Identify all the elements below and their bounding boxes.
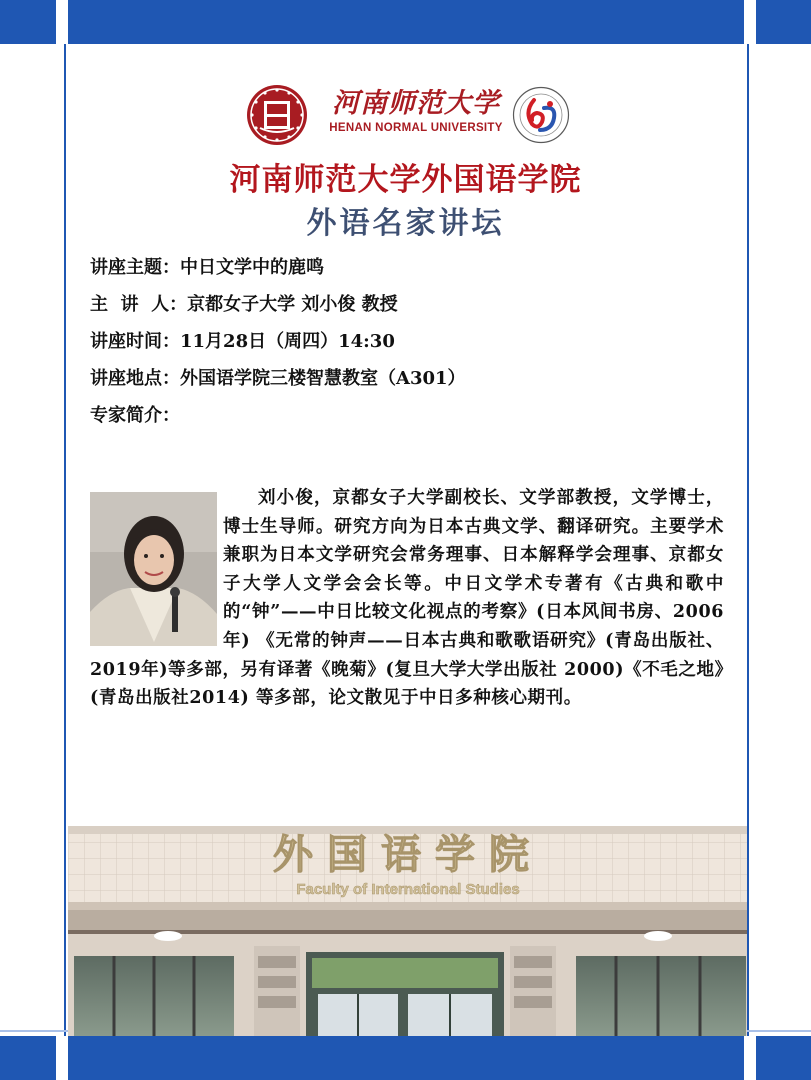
- info-value: 11月28日（周四）14:30: [180, 331, 395, 352]
- university-name-cn: 河南师范大学: [332, 88, 500, 119]
- university-seal-icon: [246, 84, 308, 146]
- university-name-en: HENAN NORMAL UNIVERSITY: [329, 122, 503, 134]
- info-label: 讲座时间：: [90, 331, 180, 352]
- lecture-info: [90, 255, 730, 440]
- info-value: 中日文学中的鹿鸣: [180, 257, 324, 278]
- bottom-frame-band: [0, 1036, 811, 1080]
- building-sign-cn: 外国语学院: [273, 831, 543, 878]
- info-value: 京都女子大学 刘小俊 教授: [187, 294, 398, 315]
- info-label: 讲座地点：: [90, 368, 180, 389]
- bio-paragraph: 刘小俊，京都女子大学副校长、文学部教授，文学博士，博士生导师。研究方向为日本古典文学、翻译研究。主要学术兼职为日本文学研究会常务理事、日本解释学会理事、京都女子大学人文学会会长等。中日文学术专著有《古典和歌中的“钟”——中日比较文化视点的考察》(日本风间书房、2006年) 《无常的钟声——日本古典和歌歌语研究》(青岛出版社、2019年)等多部，另有译著《晚菊》(复旦大学大学出版社 2000)《不毛之地》(青岛出版社2014) 等多部，论文散见于中日多种核心期刊。: [90, 488, 724, 709]
- university-name: [326, 88, 506, 134]
- bottom-band-left: [0, 1036, 56, 1080]
- top-band-middle: [68, 0, 744, 44]
- bottom-band-right: [756, 1036, 811, 1080]
- info-row-time: [90, 329, 730, 366]
- info-row-speaker: [90, 292, 730, 329]
- info-label: 专家简介：: [90, 405, 180, 426]
- info-row-profile: [90, 403, 730, 440]
- header-logo-row: [246, 84, 586, 146]
- info-label: 讲座主题：: [90, 257, 180, 278]
- bottom-band-middle: [68, 1036, 744, 1080]
- building-sign-en: Faculty of International Studies: [296, 881, 520, 898]
- college-building-photo: [68, 826, 747, 1036]
- speaker-portrait-icon: [90, 492, 217, 646]
- info-value: 外国语学院三楼智慧教室（A301）: [180, 368, 466, 389]
- building-illustration: [68, 826, 747, 1036]
- college-badge-icon: [512, 86, 570, 144]
- top-frame-band: [0, 0, 811, 44]
- speaker-photo: [90, 492, 217, 646]
- speaker-bio: [90, 484, 724, 713]
- top-band-left: [0, 0, 56, 44]
- info-row-topic: [90, 255, 730, 292]
- top-band-right: [756, 0, 811, 44]
- page-title: 河南师范大学外国语学院: [229, 162, 582, 198]
- info-label: 主 讲 人：: [90, 294, 188, 315]
- info-row-location: [90, 366, 730, 403]
- page-subtitle: 外语名家讲坛: [306, 206, 505, 241]
